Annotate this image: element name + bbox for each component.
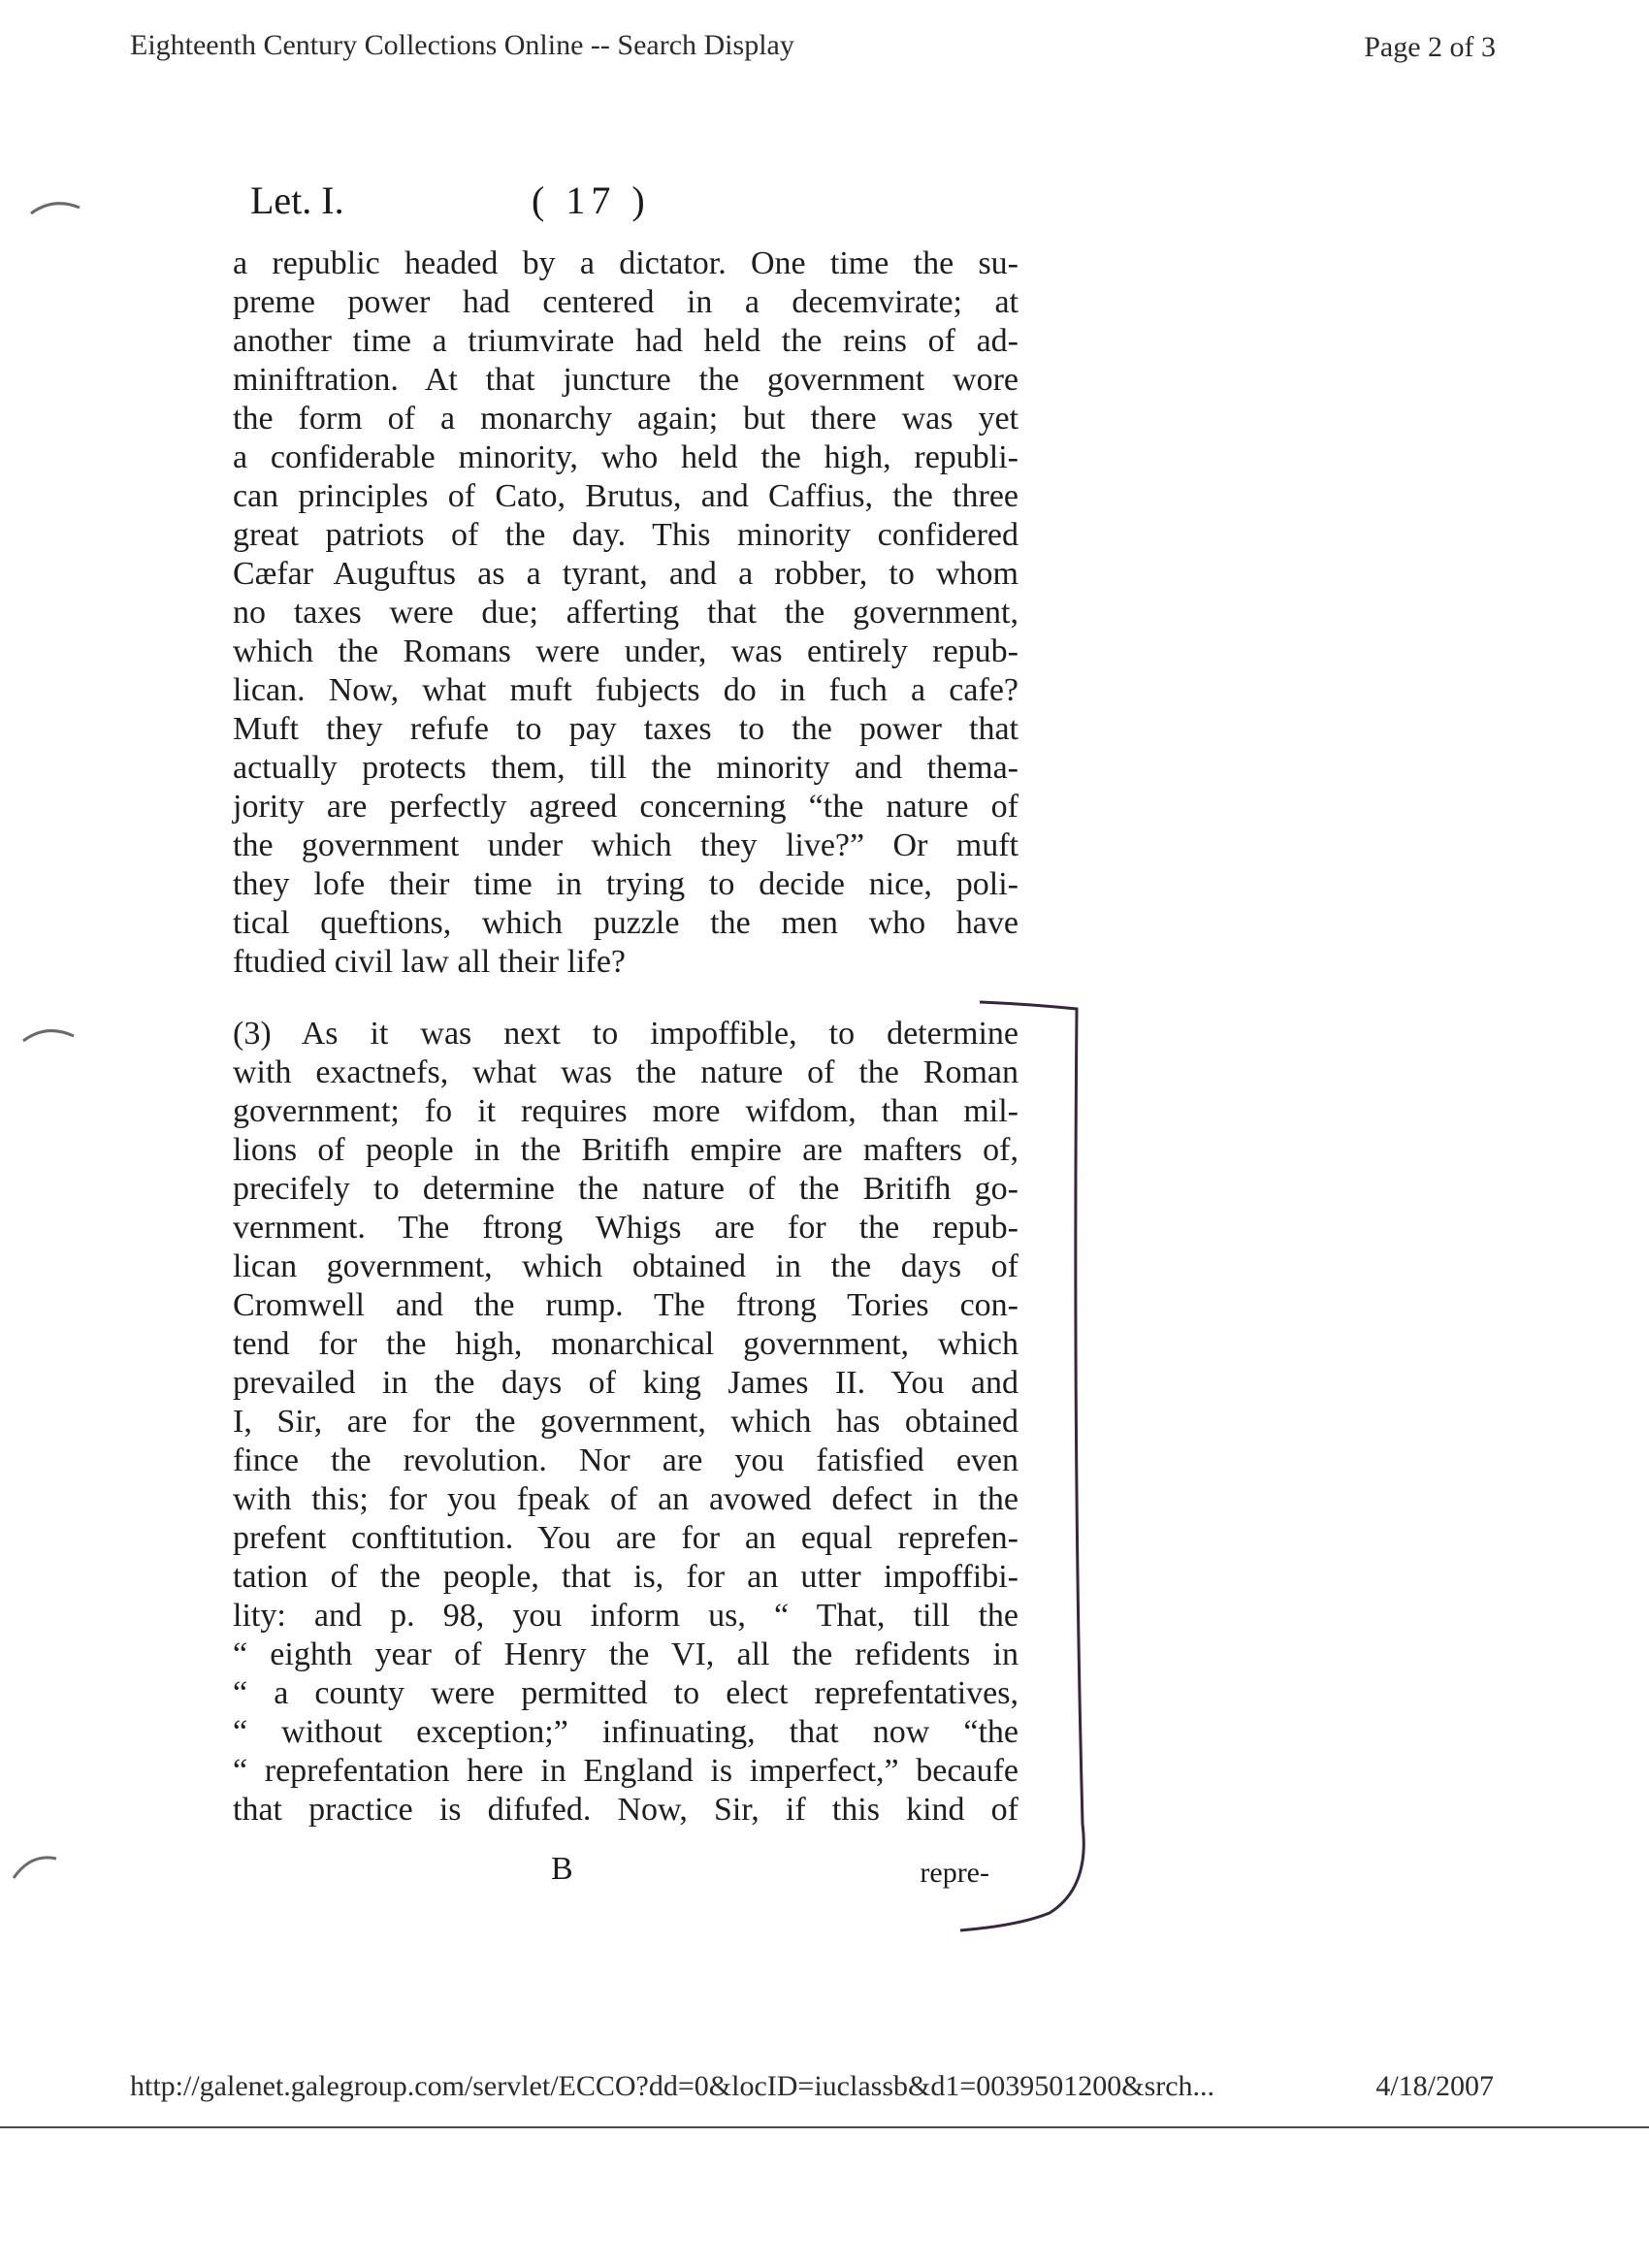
text-line: Muft they refufe to pay taxes to the power that [233, 711, 1018, 747]
page-number: ( 17 ) [532, 178, 651, 222]
margin-arc-mark [14, 1858, 56, 1878]
text-line: with exactnefs, what was the nature of the Roman [233, 1054, 1018, 1090]
paragraph-1 [233, 244, 1018, 982]
browser-print-footer-url: http://galenet.galegroup.com/servlet/ECCO?dd=0&locID=iuclassb&d1=0039501200&srch... [130, 2070, 1215, 2102]
text-line: “ reprefentation here in England is imperfect,” becaufe [233, 1753, 1018, 1789]
text-line: which the Romans were under, was entirely repub- [233, 633, 1018, 669]
text-line: (3) As it was next to impoffible, to determine [233, 1016, 1018, 1052]
browser-print-header-title: Eighteenth Century Collections Online -- Search Display [130, 29, 794, 61]
text-line: lican. Now, what muft fubjects do in fuch a cafe? [233, 672, 1018, 708]
text-line: the government under which they live?” Or muft [233, 827, 1018, 863]
text-line: “ eighth year of Henry the VI, all the refidents in [233, 1636, 1018, 1672]
text-line: can principles of Cato, Brutus, and Caffius, the three [233, 478, 1018, 514]
text-line: ftudied civil law all their life? [233, 944, 627, 980]
text-line: prefent conftitution. You are for an equal reprefen- [233, 1520, 1018, 1556]
margin-arc-mark [31, 204, 80, 213]
text-line: Cæfar Auguftus as a tyrant, and a robber, to whom [233, 556, 1018, 592]
text-line: with this; for you fpeak of an avowed defect in the [233, 1481, 1018, 1517]
text-line: tend for the high, monarchical government, which [233, 1326, 1018, 1362]
text-line: “ without exception;” infinuating, that now “the [233, 1714, 1018, 1750]
text-line: great patriots of the day. This minority confidered [233, 517, 1018, 553]
text-line: miniftration. At that juncture the government wore [233, 362, 1018, 398]
text-line: a republic headed by a dictator. One time the su- [233, 245, 1018, 281]
text-line: lity: and p. 98, you inform us, “ That, till the [233, 1598, 1018, 1634]
text-line: they lofe their time in trying to decide nice, poli- [233, 866, 1018, 902]
margin-arc-mark [23, 1031, 74, 1041]
text-line: government; fo it requires more wifdom, than mil- [233, 1093, 1018, 1129]
text-line: jority are perfectly agreed concerning “the nature of [233, 789, 1018, 825]
catchword: repre- [920, 1857, 989, 1889]
text-line: prevailed in the days of king James II. You and [233, 1365, 1018, 1401]
text-line: that practice is difufed. Now, Sir, if this kind of [233, 1792, 1018, 1828]
text-line: actually protects them, till the minority and thema- [233, 750, 1018, 786]
browser-print-footer-date: 4/18/2007 [1375, 2070, 1494, 2102]
text-line: lican government, which obtained in the days of [233, 1248, 1018, 1284]
footer-divider [0, 2126, 1649, 2128]
letter-number: Let. I. [250, 178, 344, 222]
browser-print-page-indicator: Page 2 of 3 [1364, 31, 1496, 63]
text-line: tical queftions, which puzzle the men who have [233, 905, 1018, 941]
paragraph-2 [233, 1015, 1018, 1830]
text-line: Cromwell and the rump. The ftrong Tories con- [233, 1287, 1018, 1323]
signature-row [233, 1851, 1018, 1894]
signature-mark: B [551, 1851, 573, 1887]
text-line: another time a triumvirate had held the reins of ad- [233, 323, 1018, 359]
text-line: preme power had centered in a decemvirate; at [233, 284, 1018, 320]
text-line: precifely to determine the nature of the Britifh go- [233, 1171, 1018, 1207]
text-line: “ a county were permitted to elect reprefentatives, [233, 1675, 1018, 1711]
text-line: no taxes were due; afferting that the government, [233, 595, 1018, 631]
text-line: I, Sir, are for the government, which has obtained [233, 1404, 1018, 1440]
text-line: a confiderable minority, who held the high, republi- [233, 439, 1018, 475]
running-head [250, 178, 716, 226]
text-line: the form of a monarchy again; but there was yet [233, 401, 1018, 437]
text-line: fince the revolution. Nor are you fatisfied even [233, 1442, 1018, 1478]
text-line: vernment. The ftrong Whigs are for the repub- [233, 1210, 1018, 1246]
text-line: tation of the people, that is, for an utter impoffibi- [233, 1559, 1018, 1595]
text-line: lions of people in the Britifh empire are mafters of, [233, 1132, 1018, 1168]
